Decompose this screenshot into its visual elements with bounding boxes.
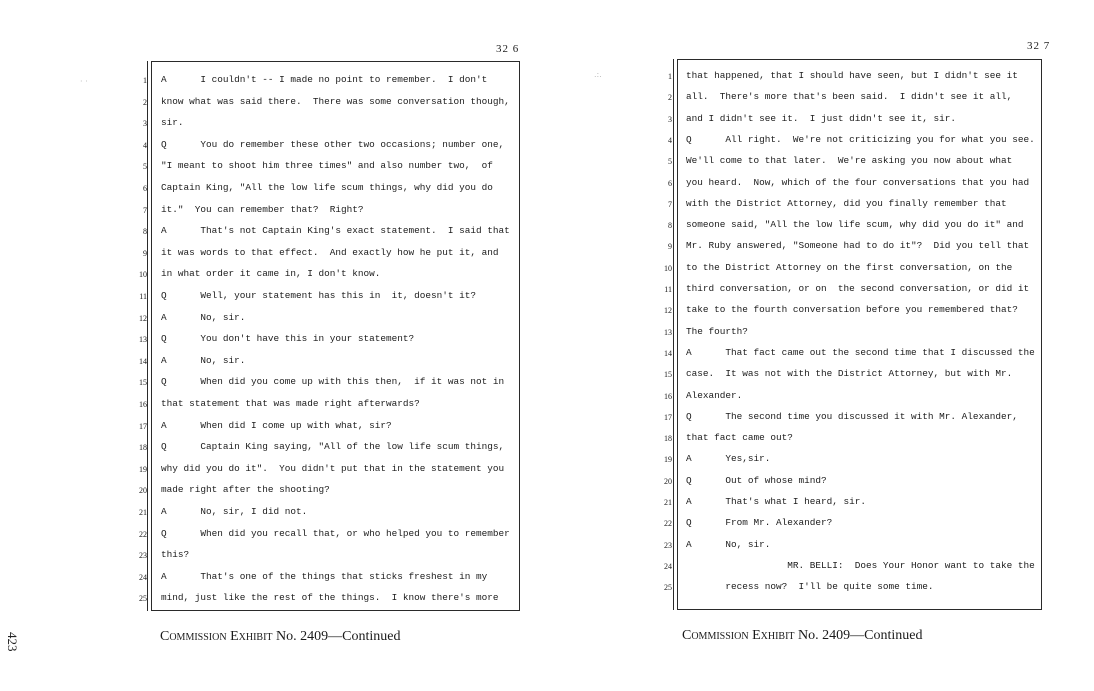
- transcript-line: why did you do it". You didn't put that in the statement you: [161, 462, 505, 474]
- line-number: 5: [668, 157, 672, 167]
- transcript-line: Q You don't have this in your statement?: [161, 333, 415, 345]
- transcript-line: A That's what I heard, sir.: [686, 496, 867, 507]
- transcript-line: someone said, "All the low life scum, why did you do it" and: [686, 219, 1024, 231]
- line-number: 2: [143, 97, 147, 107]
- transcript-line: it was words to that effect. And exactly how he put it, and: [161, 246, 499, 258]
- right-caption: [682, 628, 922, 644]
- transcript-line: A No, sir, I did not.: [161, 506, 308, 517]
- transcript-line: Q All right. We're not criticizing you for what you see.: [686, 133, 1035, 145]
- line-number: 4: [143, 140, 147, 150]
- caption-label: Commission Exhibit: [160, 629, 273, 644]
- scan-speck: .:.: [594, 70, 602, 79]
- transcript-line: A Yes,sir.: [686, 453, 771, 465]
- line-number: 15: [664, 370, 672, 380]
- transcript-line: that happened, that I should have seen, but I didn't see it: [686, 70, 1018, 81]
- line-number: 1: [143, 76, 147, 85]
- transcript-line: Q You do remember these other two occasions; number one,: [161, 138, 505, 150]
- left-margin-rule: [147, 61, 148, 611]
- transcript-line: Q When did you recall that, or who helped you to remember: [161, 527, 510, 539]
- transcript-line: you heard. Now, which of the four conversations that you had: [686, 176, 1030, 188]
- line-number: 14: [139, 356, 147, 366]
- transcript-line: recess now? I'll be quite some time.: [686, 581, 934, 593]
- transcript-line: and I didn't see it. I just didn't see it, sir.: [686, 112, 957, 124]
- line-number: 19: [664, 455, 672, 465]
- transcript-line: A No, sir.: [161, 354, 246, 366]
- line-number: 1: [668, 72, 672, 81]
- line-number: 3: [143, 119, 147, 129]
- transcript-line: A That's not Captain King's exact statement. I said that: [161, 225, 510, 237]
- line-number: 18: [664, 434, 672, 444]
- transcript-line: Q Out of whose mind?: [686, 474, 827, 486]
- line-number: 7: [143, 205, 147, 215]
- transcript-line: third conversation, or on the second conversation, or did it: [686, 283, 1030, 294]
- transcript-line: A No, sir.: [161, 311, 246, 323]
- transcript-line: A I couldn't -- I made no point to remember. I don't: [161, 74, 488, 85]
- line-number: 7: [668, 199, 672, 209]
- transcript-line: in what order it came in, I don't know.: [161, 268, 381, 280]
- transcript-line: "I meant to shoot him three times" and also number two, of: [161, 160, 493, 172]
- transcript-line: mind, just like the rest of the things. I know there's more: [161, 592, 499, 604]
- transcript-line: A That fact came out the second time that I discussed the: [686, 346, 1035, 358]
- transcript-line: case. It was not with the District Attorney, but with Mr.: [686, 368, 1013, 380]
- line-number: 2: [668, 93, 672, 103]
- line-number: 21: [664, 498, 672, 507]
- line-number: 24: [139, 572, 147, 582]
- line-number: 18: [139, 443, 147, 453]
- line-number: 11: [664, 285, 672, 294]
- line-number: 23: [664, 540, 672, 550]
- line-number: 14: [664, 348, 672, 358]
- transcript-line: We'll come to that later. We're asking you now about what: [686, 155, 1013, 167]
- line-number: 13: [664, 327, 672, 337]
- transcript-line: A When did I come up with what, sir?: [161, 419, 392, 431]
- transcript-line: made right after the shooting?: [161, 484, 330, 496]
- transcript-line: this?: [161, 549, 190, 561]
- right-page-number: 32 7: [1027, 40, 1051, 52]
- line-number: 22: [139, 529, 147, 539]
- line-number: 23: [139, 551, 147, 561]
- transcript-line: to the District Attorney on the first conversation, on the: [686, 261, 1013, 273]
- line-number: 4: [668, 135, 672, 145]
- line-number: 9: [143, 248, 147, 258]
- line-number: 11: [139, 292, 147, 301]
- transcript-line: with the District Attorney, did you finally remember that: [686, 197, 1007, 209]
- line-number: 17: [139, 421, 147, 431]
- caption-label: Commission Exhibit: [682, 628, 795, 643]
- transcript-line: that statement that was made right afterwards?: [161, 398, 420, 409]
- transcript-line: all. There's more that's been said. I didn't see it all,: [686, 91, 1013, 103]
- transcript-line: Alexander.: [686, 389, 743, 401]
- line-number: 13: [139, 335, 147, 345]
- line-number: 10: [664, 263, 672, 273]
- line-number: 5: [143, 162, 147, 172]
- transcript-line: it." You can remember that? Right?: [161, 203, 364, 215]
- line-number: 17: [664, 412, 672, 422]
- line-number: 20: [664, 476, 672, 486]
- line-number: 21: [139, 508, 147, 517]
- line-number: 12: [139, 313, 147, 323]
- caption-number: No. 2409—Continued: [798, 628, 923, 643]
- left-caption: [160, 629, 400, 645]
- line-number: 8: [143, 227, 147, 237]
- line-number: 15: [139, 378, 147, 388]
- caption-number: No. 2409—Continued: [276, 629, 401, 644]
- book-page-number: 423: [5, 632, 20, 652]
- line-number: 12: [664, 306, 672, 316]
- line-number: 16: [664, 391, 672, 401]
- scan-speck: · ·: [80, 77, 88, 86]
- transcript-line: Mr. Ruby answered, "Someone had to do it"? Did you tell that: [686, 240, 1030, 252]
- left-page-number: 32 6: [496, 43, 520, 55]
- transcript-line: A That's one of the things that sticks freshest in my: [161, 570, 488, 582]
- line-number: 16: [139, 400, 147, 409]
- transcript-line: sir.: [161, 117, 184, 129]
- line-number: 22: [664, 519, 672, 529]
- line-number: 9: [668, 242, 672, 252]
- line-number: 24: [664, 561, 672, 571]
- line-number: 6: [143, 184, 147, 193]
- right-margin-rule: [673, 59, 674, 610]
- transcript-line: Q Captain King saying, "All of the low life scum things,: [161, 441, 505, 453]
- line-number: 25: [664, 583, 672, 593]
- line-number: 8: [668, 221, 672, 231]
- transcript-line: The fourth?: [686, 325, 748, 337]
- transcript-line: know what was said there. There was some conversation though,: [161, 95, 510, 107]
- line-number: 6: [668, 178, 672, 188]
- line-number: 25: [139, 594, 147, 604]
- transcript-line: Q From Mr. Alexander?: [686, 517, 833, 529]
- line-number: 20: [139, 486, 147, 496]
- transcript-line: A No, sir.: [686, 538, 771, 550]
- transcript-line: Q Well, your statement has this in it, doesn't it?: [161, 290, 477, 301]
- transcript-line: that fact came out?: [686, 432, 793, 444]
- line-number: 3: [668, 114, 672, 124]
- transcript-line: Captain King, "All the low life scum things, why did you do: [161, 182, 493, 193]
- transcript-line: MR. BELLI: Does Your Honor want to take the: [686, 559, 1035, 571]
- transcript-line: take to the fourth conversation before you remembered that?: [686, 304, 1018, 316]
- line-number: 19: [139, 464, 147, 474]
- transcript-line: Q The second time you discussed it with Mr. Alexander,: [686, 410, 1018, 422]
- line-number: 10: [139, 270, 147, 280]
- transcript-line: Q When did you come up with this then, if it was not in: [161, 376, 505, 388]
